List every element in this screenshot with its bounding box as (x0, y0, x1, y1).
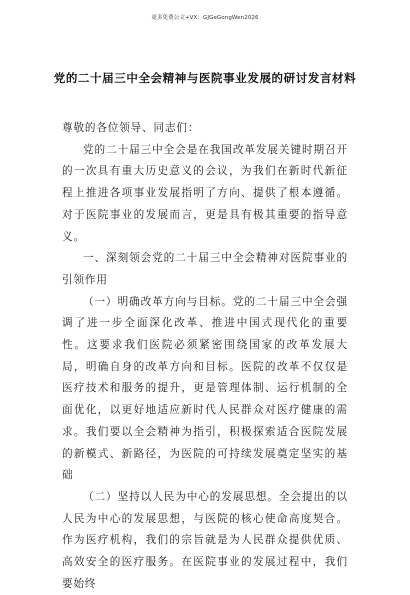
paragraph-people-centered: （二）坚持以人民为中心的发展思想。全会提出的以人民为中心的发展思想，与医院的核心使命高度契合。作为医疗机构，我们的宗旨就是为人民群众提供优质、高效安全的医疗服务。在医院事业的发展过程中，我们要始终 (62, 490, 348, 590)
header-note: 更多免费公文+VX：GJGeGongWen2026 (151, 15, 259, 21)
section-heading-1: 一、深刻领会党的二十届三中全会精神对医院事业的引领作用 (62, 252, 348, 286)
paragraph-intro: 党的二十届三中全会是在我国改革发展关键时期召开的一次具有重大历史意义的会议，为我们在新时代新征程上推进各项事业发展指明了方向、提供了根本遵循。对于医院事业的发展而言，更是具有极其重要的指导意义。 (62, 143, 348, 243)
paragraph-reform-direction: （一）明确改革方向与目标。党的二十届三中全会强调了进一步全面深化改革、推进中国式现代化的重要性。这要求我们医院必须紧密围绕国家的改革发展大局，明确自身的改革方向和目标。医院的改革不仅仅是医疗技术和服务的提升，更是管理体制、运行机制的全面优化，以更好地适应新时代人民群众对医疗健康的需求。我们要以全会精神为指引，积极探索适合医院发展的新模式、新路径，为医院的可持续发展奠定坚实的基础 (62, 295, 348, 482)
document-body (62, 118, 348, 595)
document-title: 党的二十届三中全会精神与医院事业发展的研讨发言材料 (53, 71, 357, 85)
salutation: 尊敬的各位领导、同志们： (62, 122, 200, 134)
